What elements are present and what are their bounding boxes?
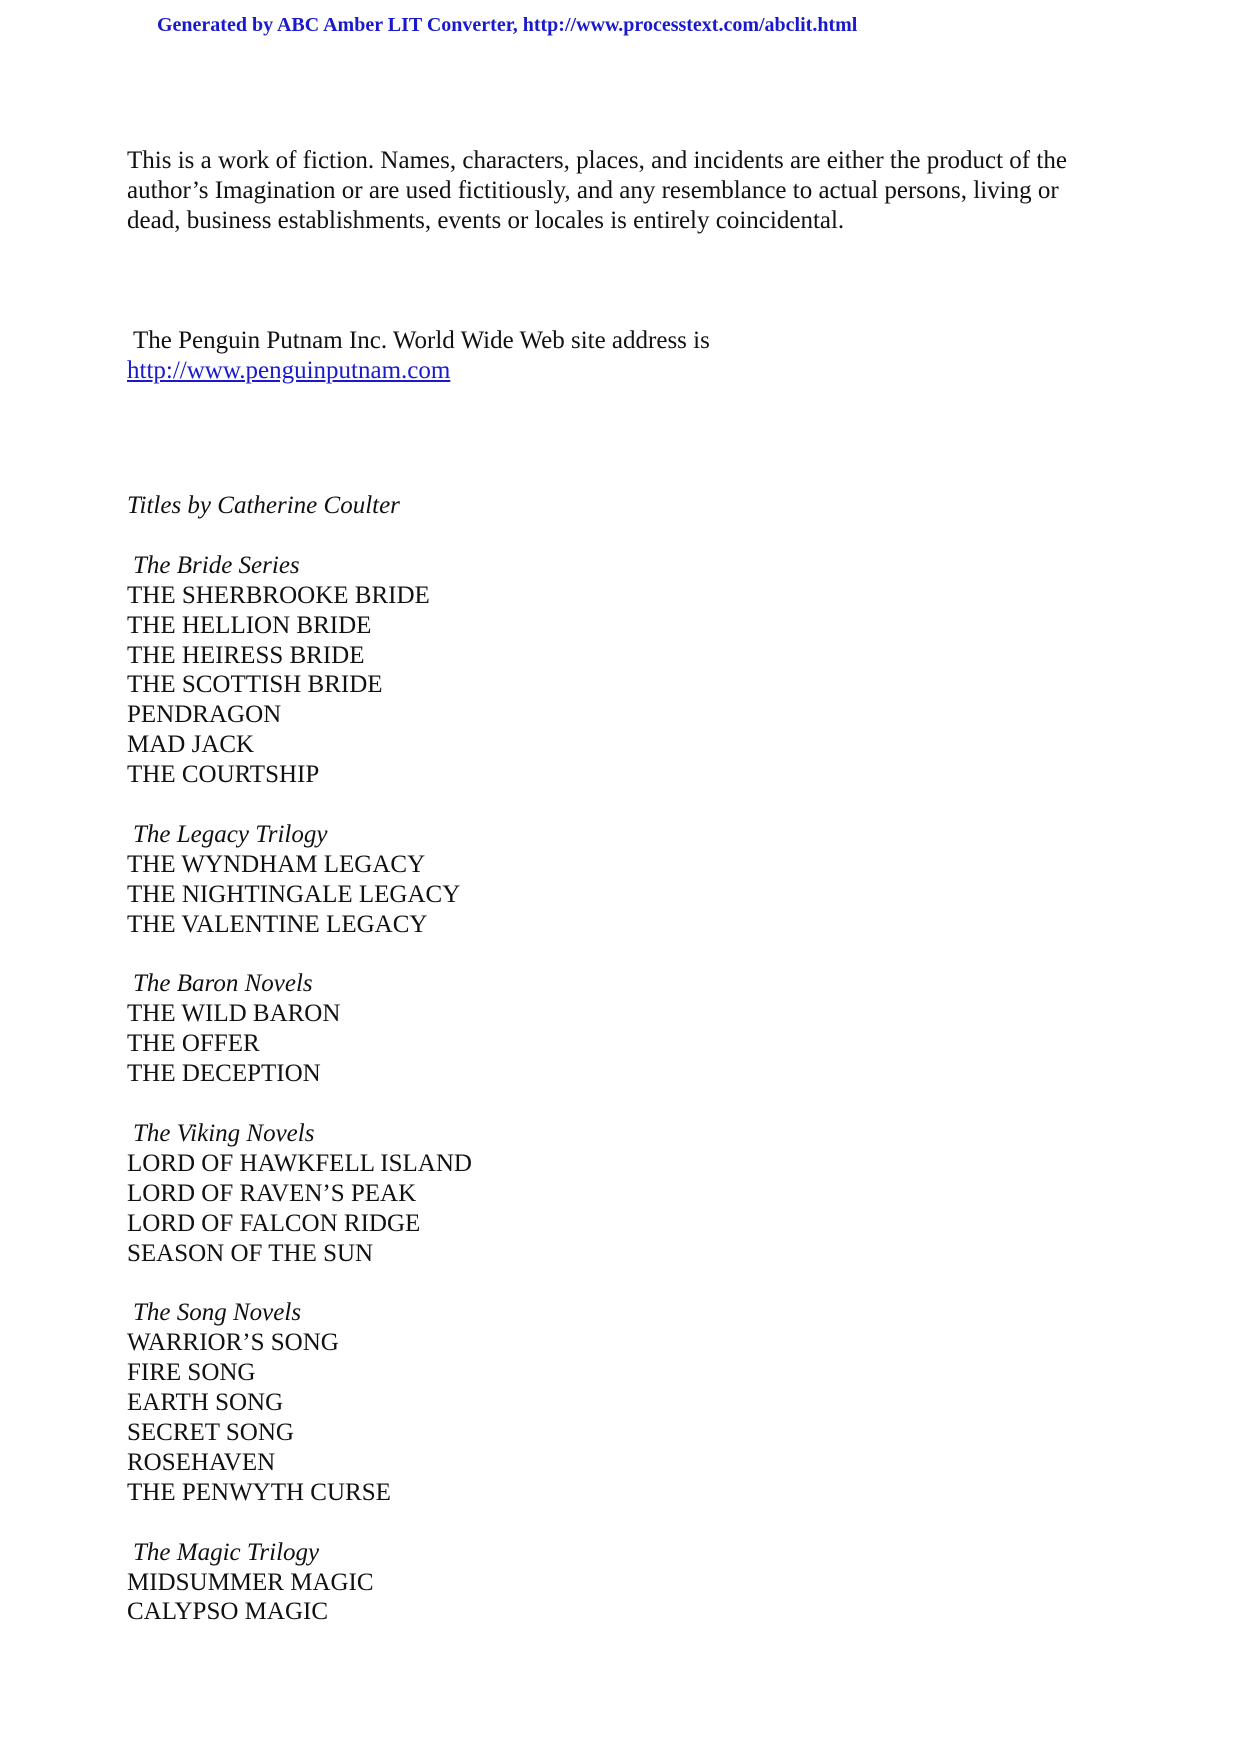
book-title: PENDRAGON — [127, 701, 282, 729]
series-name: The Viking Novels — [133, 1119, 315, 1147]
book-title: FIRE SONG — [127, 1359, 256, 1387]
book-title: THE COURTSHIP — [127, 761, 320, 789]
book-title: WARRIOR’S SONG — [127, 1329, 339, 1357]
series-baron — [127, 969, 472, 1089]
website-section — [127, 326, 710, 386]
disclaimer-section — [127, 146, 1117, 236]
book-title: SECRET SONG — [127, 1419, 294, 1447]
book-title: THE NIGHTINGALE LEGACY — [127, 880, 461, 908]
series-name: The Baron Novels — [133, 970, 313, 998]
book-title: SEASON OF THE SUN — [127, 1239, 374, 1267]
series-viking — [127, 1119, 472, 1269]
series-name: The Bride Series — [133, 551, 300, 579]
book-title: THE WYNDHAM LEGACY — [127, 850, 426, 878]
series-bride — [127, 551, 472, 790]
book-title: LORD OF RAVEN’S PEAK — [127, 1179, 417, 1207]
book-title: THE WILD BARON — [127, 1000, 341, 1028]
book-title: MAD JACK — [127, 731, 255, 759]
book-title: ROSEHAVEN — [127, 1448, 276, 1476]
book-title: EARTH SONG — [127, 1389, 284, 1417]
book-title: THE SHERBROOKE BRIDE — [127, 581, 430, 609]
converter-header: Generated by ABC Amber LIT Converter, http://www.processtext.com/abclit.html — [157, 14, 858, 36]
series-song — [127, 1298, 472, 1507]
series-legacy — [127, 820, 472, 940]
book-title: THE HEIRESS BRIDE — [127, 641, 365, 669]
fiction-disclaimer: This is a work of fiction. Names, characters, places, and incidents are either the product of the author’s Imagination or are used fictitiously, and any resemblance to actual persons, living or dead, business establishments, events or locales is entirely coincidental. — [127, 147, 1067, 234]
book-title: MIDSUMMER MAGIC — [127, 1568, 374, 1596]
book-title: THE VALENTINE LEGACY — [127, 910, 428, 938]
series-name: The Magic Trilogy — [133, 1538, 320, 1566]
titles-heading: Titles by Catherine Coulter — [127, 492, 400, 519]
series-magic — [127, 1538, 472, 1628]
series-name: The Song Novels — [133, 1299, 302, 1327]
book-title: THE PENWYTH CURSE — [127, 1478, 391, 1506]
titles-section — [127, 491, 472, 1627]
book-title: THE OFFER — [127, 1030, 260, 1058]
series-name: The Legacy Trilogy — [133, 820, 328, 848]
book-title: LORD OF HAWKFELL ISLAND — [127, 1149, 472, 1177]
book-title: THE DECEPTION — [127, 1060, 321, 1088]
penguin-putnam-link[interactable]: http://www.penguinputnam.com — [127, 357, 451, 384]
book-title: THE SCOTTISH BRIDE — [127, 671, 383, 699]
book-title: CALYPSO MAGIC — [127, 1598, 329, 1626]
book-title: LORD OF FALCON RIDGE — [127, 1209, 421, 1237]
book-title: THE HELLION BRIDE — [127, 611, 372, 639]
website-text: The Penguin Putnam Inc. World Wide Web site address is — [133, 327, 710, 354]
